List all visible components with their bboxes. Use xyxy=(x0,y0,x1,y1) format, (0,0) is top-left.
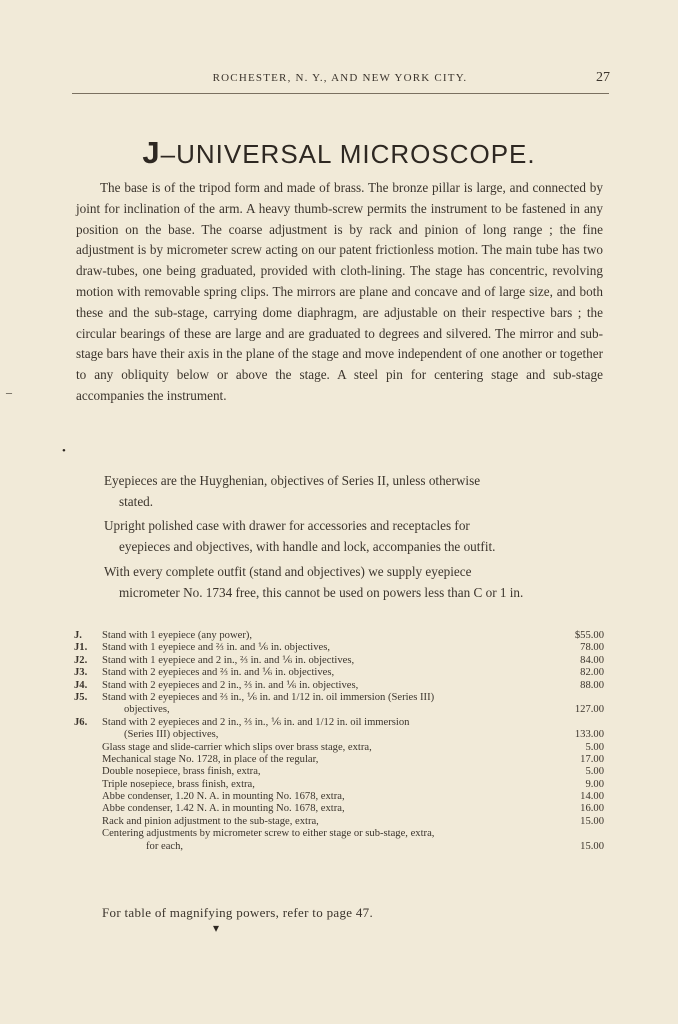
running-header xyxy=(70,72,610,84)
price-list-row xyxy=(74,717,604,729)
note-continuation: micrometer No. 1734 free, this cannot be used on powers less than C or 1 in. xyxy=(119,584,524,600)
item-description: objectives, xyxy=(124,704,170,716)
header-rule xyxy=(72,93,609,94)
price-list-row xyxy=(74,729,604,741)
title-dash: – xyxy=(160,139,177,169)
item-description: Stand with 2 eyepieces and ⅔ in. and ⅙ in. objectives, xyxy=(102,667,335,679)
item-price: 133.00 xyxy=(574,729,604,741)
price-list-row xyxy=(74,680,604,692)
model-code: J2. xyxy=(74,654,88,666)
item-price: 78.00 xyxy=(580,642,604,654)
note-case xyxy=(104,516,603,558)
note-continuation: eyepieces and objectives, with handle and lock, accompanies the outfit. xyxy=(119,538,496,554)
accessory-row xyxy=(74,742,604,754)
page-number: 27 xyxy=(596,70,610,85)
item-description: Rack and pinion adjustment to the sub-stage, extra, xyxy=(102,815,319,827)
item-description: Stand with 1 eyepiece and ⅔ in. and ⅙ in. objectives, xyxy=(102,642,330,654)
item-price: 5.00 xyxy=(585,741,604,753)
item-description: Stand with 1 eyepiece and 2 in., ⅔ in. and ⅙ in. objectives, xyxy=(102,654,355,666)
item-price: 88.00 xyxy=(580,679,604,691)
item-description: Triple nosepiece, brass finish, extra, xyxy=(102,778,255,790)
model-code: J3. xyxy=(74,667,88,679)
note-first-line: With every complete outfit (stand and objectives) we supply eyepiece xyxy=(104,564,472,579)
item-description: for each, xyxy=(146,840,184,852)
accessory-row xyxy=(74,766,604,778)
model-code: J. xyxy=(74,630,82,641)
price-list-row xyxy=(74,642,604,654)
price-list-row xyxy=(74,704,604,716)
model-code: J5. xyxy=(74,691,88,703)
ink-spot: ▾ xyxy=(213,921,220,935)
item-price: 16.00 xyxy=(580,803,604,815)
item-description: Stand with 1 eyepiece (any power), xyxy=(102,630,253,641)
item-price: 82.00 xyxy=(580,667,604,679)
accessory-row xyxy=(74,803,604,815)
running-head-text: ROCHESTER, N. Y., AND NEW YORK CITY. xyxy=(212,72,468,84)
note-first-line: Upright polished case with drawer for accessories and receptacles for xyxy=(104,518,470,533)
price-list-row xyxy=(74,667,604,679)
accessory-row xyxy=(74,754,604,766)
accessory-row xyxy=(74,841,604,853)
accessory-row xyxy=(74,828,604,840)
item-price: 15.00 xyxy=(580,815,604,827)
model-code: J1. xyxy=(74,642,88,654)
item-price: 17.00 xyxy=(580,753,604,765)
note-continuation: stated. xyxy=(119,493,154,509)
accessory-row xyxy=(74,816,604,828)
price-list xyxy=(74,630,604,853)
model-code: J6. xyxy=(74,716,88,728)
model-code: J4. xyxy=(74,679,88,691)
title-text: UNIVERSAL MICROSCOPE. xyxy=(176,139,536,169)
item-description: Stand with 2 eyepieces and 2 in., ⅔ in., ⅙ in. and 1/12 in. oil immersion xyxy=(102,716,410,728)
note-eyepieces xyxy=(104,471,603,513)
item-price: 9.00 xyxy=(585,778,604,790)
item-price: 84.00 xyxy=(580,654,604,666)
accessory-row xyxy=(74,779,604,791)
item-description: Mechanical stage No. 1728, in place of the regular, xyxy=(102,753,319,765)
item-price: 127.00 xyxy=(574,704,604,716)
price-list-row xyxy=(74,630,604,642)
item-price: 15.00 xyxy=(580,840,604,852)
item-price: 5.00 xyxy=(585,766,604,778)
item-description: Double nosepiece, brass finish, extra, xyxy=(102,766,261,778)
item-description: Stand with 2 eyepieces and 2 in., ⅔ in. and ⅙ in. objectives, xyxy=(102,679,359,691)
item-price: 14.00 xyxy=(580,791,604,803)
item-description: (Series III) objectives, xyxy=(124,729,219,741)
margin-mark: – xyxy=(6,385,12,399)
accessory-row xyxy=(74,791,604,803)
title-letter: J xyxy=(142,135,161,170)
description-paragraph: The base is of the tripod form and made of brass. The bronze pillar is large, and connected by joint for inclination of the arm. A heavy thumb-screw permits the instrument to be fastened in any position on the base. The coarse adjustment is by rack and pinion of long range ; the fine adjustment is by micrometer screw acting on our patent frictionless motion. The main tube has two draw-tubes, one being graduated, provided with cloth-lining. The stage has concentric, revolving motion with removable spring clips. The mirrors are plane and concave and of large size, and both these and the sub-stage, carrying dome diaphragm, are adjustable on their respective bars ; the circular bearings of these are large and are graduated to degrees and silvered. The mirror and sub-stage bars have their axis in the plane of the stage and move independent of one another or together to any obliquity below or above the stage. A steel pin for centering stage and sub-stage accompanies the instrument. xyxy=(76,180,603,403)
item-price: $55.00 xyxy=(574,630,604,641)
price-list-row xyxy=(74,655,604,667)
item-description: Centering adjustments by micrometer screw to either stage or sub-stage, extra, xyxy=(102,828,435,840)
item-description: Stand with 2 eyepieces and ⅔ in., ⅙ in. and 1/12 in. oil immersion (Series III) xyxy=(102,691,435,703)
section-title xyxy=(0,135,678,171)
margin-mark: • xyxy=(62,445,66,457)
footnote: For table of magnifying powers, refer to page 47. xyxy=(102,905,374,920)
item-description: Abbe condenser, 1.42 N. A. in mounting No. 1678, extra, xyxy=(102,803,345,815)
price-list-row xyxy=(74,692,604,704)
note-micrometer xyxy=(104,562,603,604)
item-description: Glass stage and slide-carrier which slips over brass stage, extra, xyxy=(102,741,372,753)
note-first-line: Eyepieces are the Huyghenian, objectives of Series II, unless otherwise xyxy=(104,473,481,488)
item-description: Abbe condenser, 1.20 N. A. in mounting No. 1678, extra, xyxy=(102,791,345,803)
